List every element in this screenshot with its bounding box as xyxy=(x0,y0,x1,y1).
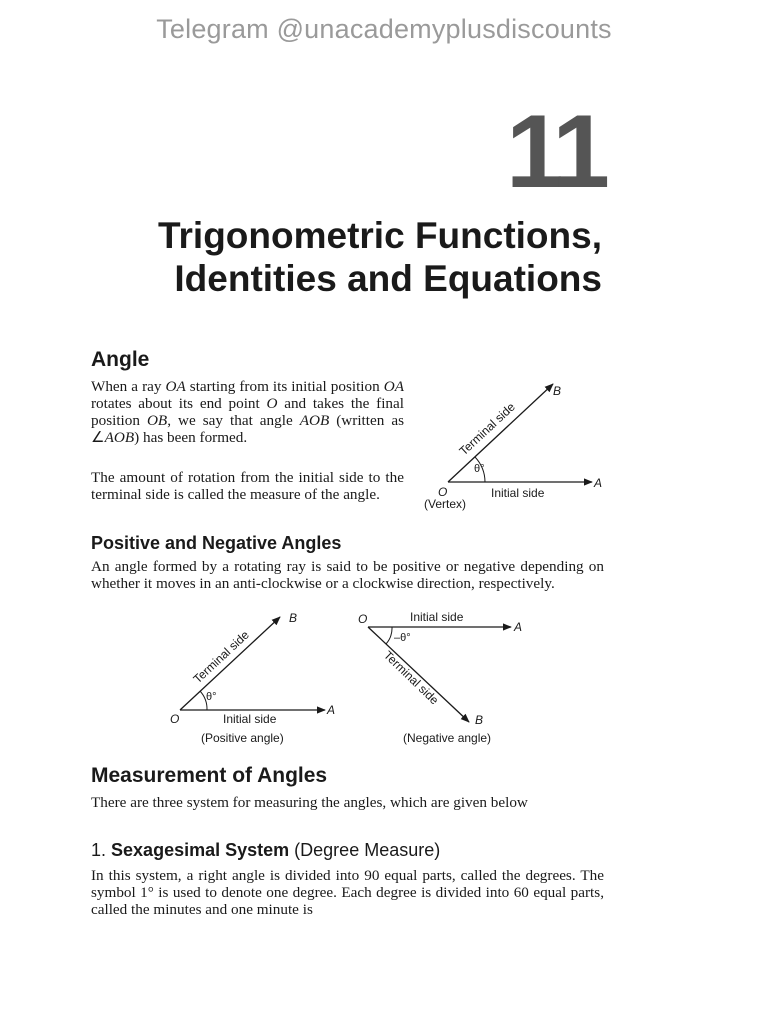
measurement-paragraph: There are three system for measuring the angles, which are given below xyxy=(91,794,528,811)
text-segment: starting from its initial position xyxy=(185,378,384,395)
label-a: A xyxy=(514,620,523,634)
sexagesimal-heading xyxy=(91,840,440,861)
vertex-label: (Vertex) xyxy=(424,497,467,511)
sexagesimal-qualifier: (Degree Measure) xyxy=(294,840,441,860)
chapter-title-line-2: Identities and Equations xyxy=(174,258,602,299)
label-b: B xyxy=(289,611,298,625)
sexagesimal-number: 1. xyxy=(91,840,107,860)
label-b: B xyxy=(553,384,562,398)
chapter-title-line-1: Trigonometric Functions, xyxy=(157,215,602,256)
angle-heading: Angle xyxy=(91,348,150,371)
angle-arc xyxy=(386,627,392,644)
positive-angle-figure xyxy=(160,606,350,750)
negative-angle-figure xyxy=(348,606,538,750)
terminal-side-label: Terminal side xyxy=(380,648,442,708)
text-segment: rotates about its end point xyxy=(91,395,267,412)
text-segment: When a ray xyxy=(91,378,166,395)
positive-negative-heading: Positive and Negative Angles xyxy=(91,533,342,553)
initial-side-label: Initial side xyxy=(491,486,545,500)
terminal-ray xyxy=(448,384,553,482)
label-o: O xyxy=(170,712,180,726)
text-segment: , we say that angle xyxy=(167,412,300,429)
label-a: A xyxy=(594,476,603,490)
negative-angle-caption: (Negative angle) xyxy=(403,731,492,745)
angle-measure-paragraph: The amount of rotation from the initial side to the terminal side is called the measure of the angle. xyxy=(91,469,404,503)
sexagesimal-name: Sexagesimal System xyxy=(111,840,290,860)
label-o: O xyxy=(438,485,448,499)
math-symbol: O xyxy=(266,395,278,412)
sexagesimal-paragraph: In this system, a right angle is divided into 90 equal parts, called the degrees. The symbol 1° is used to denote one degree. Each degree is divided into 60 equal parts, called the minutes and one minute is xyxy=(91,867,604,918)
positive-angle-caption: (Positive angle) xyxy=(201,731,284,745)
terminal-side-label: Terminal side xyxy=(190,627,252,687)
angle-definition-paragraph xyxy=(91,378,404,446)
chapter-number: 11 xyxy=(506,94,604,210)
text-segment: (written as ∠ xyxy=(91,412,404,446)
label-o: O xyxy=(358,612,368,626)
angle-figure xyxy=(418,376,618,516)
text-segment: ) has been formed. xyxy=(134,429,248,446)
math-symbol: OB xyxy=(146,412,168,429)
label-b: B xyxy=(475,713,484,727)
chapter-title xyxy=(158,214,602,300)
text-segment: and takes the final position xyxy=(91,395,404,429)
positive-negative-paragraph: An angle formed by a rotating ray is said to be positive or negative depending on whether it moves in an anti-clockwise or a clockwise direction, respectively. xyxy=(91,558,604,592)
label-a: A xyxy=(327,703,336,717)
theta-label: –θ° xyxy=(394,632,411,644)
math-symbol: OA xyxy=(165,378,186,395)
math-symbol: AOB xyxy=(299,412,330,429)
terminal-ray xyxy=(180,617,280,710)
measurement-heading: Measurement of Angles xyxy=(91,764,328,787)
watermark: Telegram @unacademyplusdiscounts xyxy=(156,14,612,44)
math-symbol: AOB xyxy=(104,429,135,446)
theta-label: θ° xyxy=(206,691,217,703)
initial-side-label: Initial side xyxy=(410,610,464,624)
terminal-side-label: Terminal side xyxy=(456,399,518,459)
math-symbol: OA xyxy=(383,378,404,395)
initial-side-label: Initial side xyxy=(223,712,277,726)
theta-label: θ° xyxy=(474,463,485,475)
